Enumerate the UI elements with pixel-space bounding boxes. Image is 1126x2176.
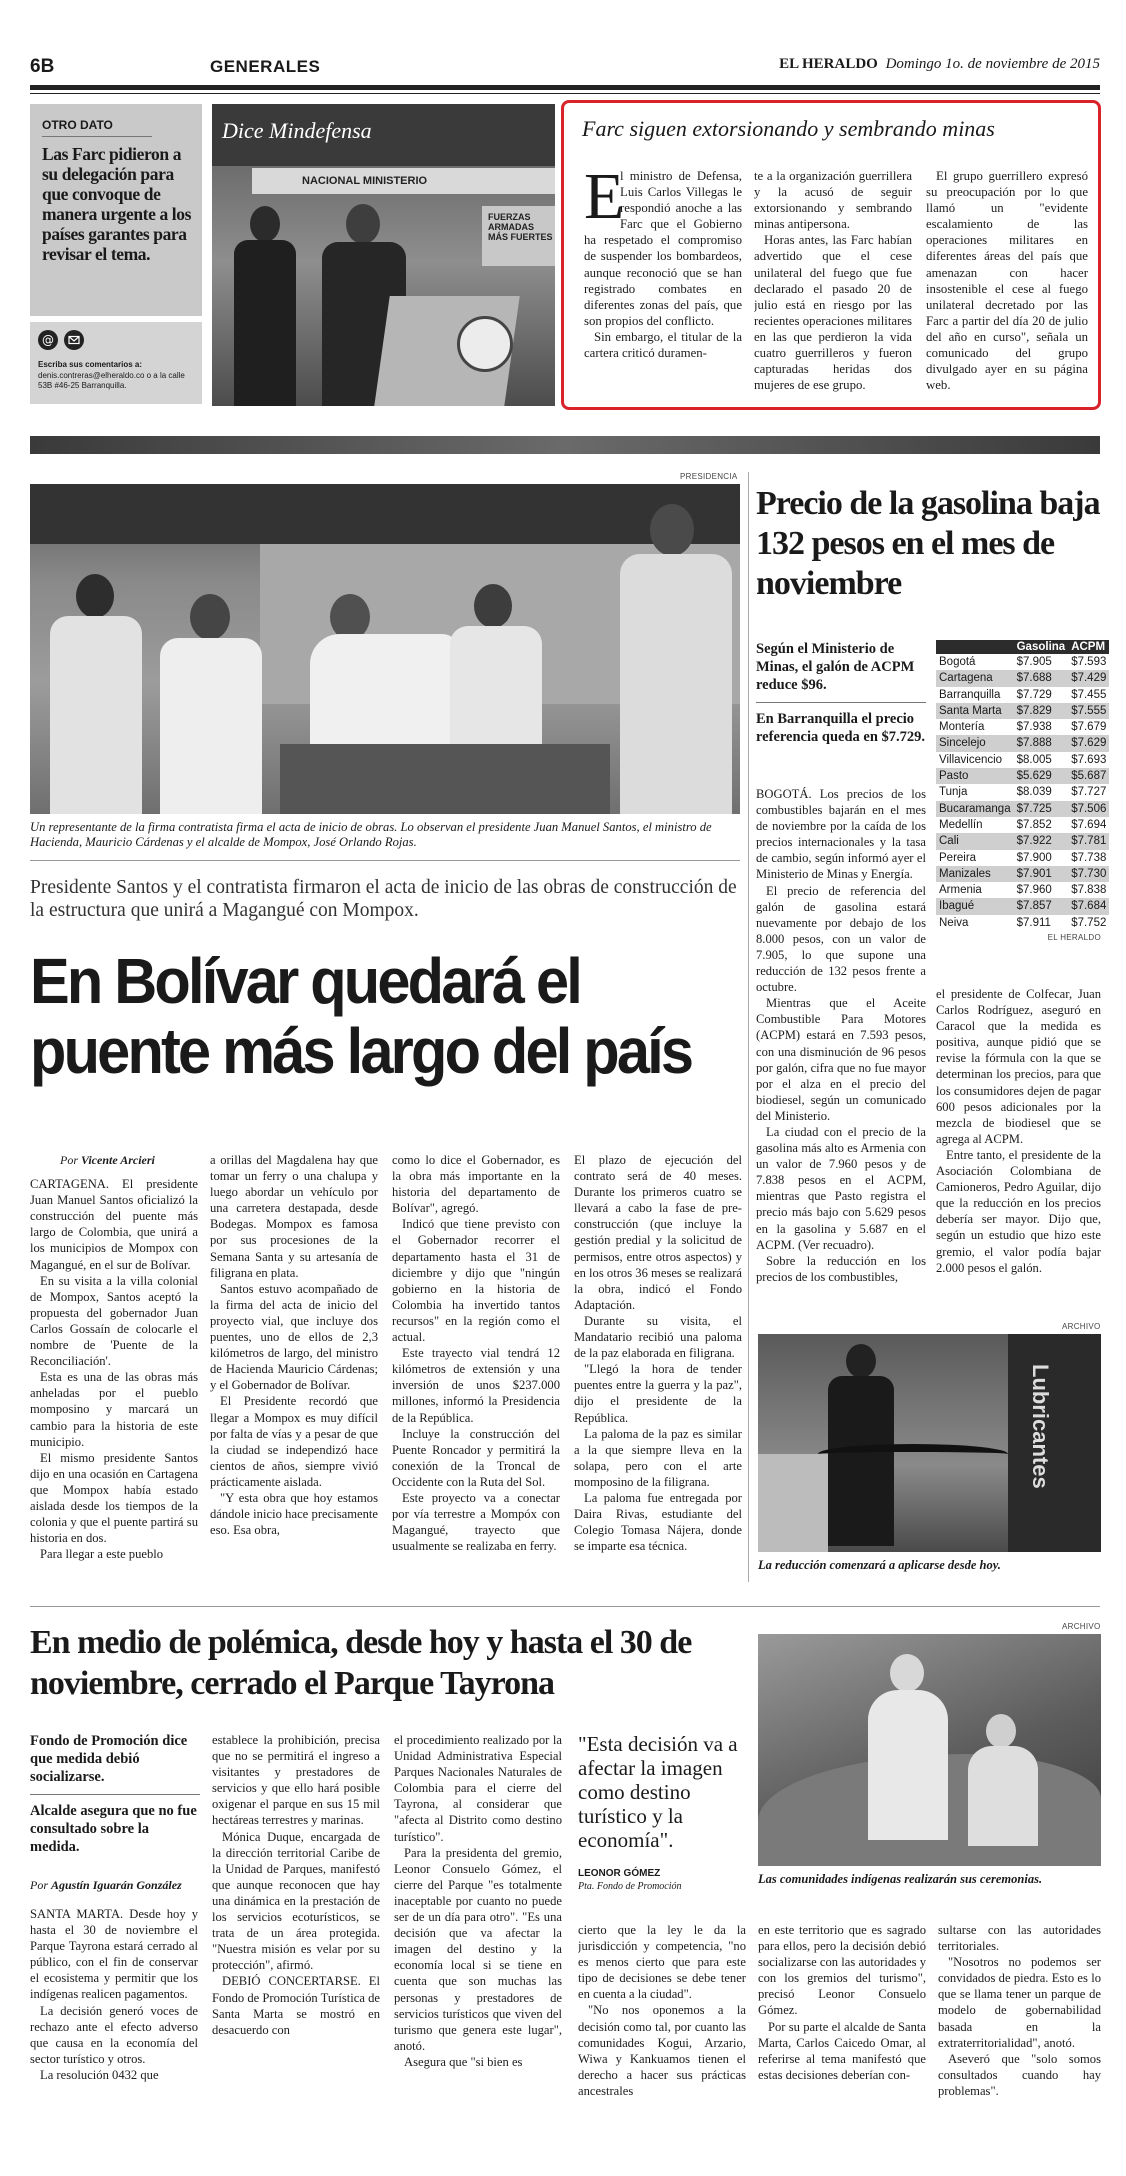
- price-cell-acpm: $7.555: [1068, 703, 1109, 719]
- puente-c3-p4: Incluye la construcción del Puente Roncador y permitirá la conexión de la Troncal de Occidente con la Ruta del Sol.: [392, 1426, 560, 1489]
- tayrona-column-5: [758, 1922, 926, 2106]
- price-cell-gasolina: $7.852: [1016, 818, 1052, 831]
- banner: NACIONAL MINISTERIO: [252, 168, 555, 194]
- puente-byline: [30, 1152, 198, 1168]
- second-figure: [968, 1714, 1038, 1844]
- gas-c1-p2: El precio de referencia del galón de gasolina estará nuevamente por debajo de los 8.000 pesos, con un valor de 7.905, lo que supone una reducción de 132 pesos frente a octubre.: [756, 883, 926, 995]
- price-cell-acpm: $7.455: [1071, 688, 1107, 701]
- puente-c4-p2: Durante su visita, el Mandatario recibió una paloma de la paz elaborada en filigrana.: [574, 1313, 742, 1361]
- price-table-row: [936, 850, 1109, 866]
- hose: [818, 1444, 1008, 1464]
- price-cell-gasolina: $7.829: [1014, 703, 1069, 719]
- price-cell-city: Manizales: [936, 866, 1014, 882]
- tay-c1-p1: SANTA MARTA. Desde hoy y hasta el 30 de noviembre el Parque Tayrona estará cerrado al público, con el fin de conservar el ecosistema y permitir que los indígenas realicen pagamentos.: [30, 1907, 198, 2002]
- tay-c1-p2: La decisión generó voces de rechazo ante el efecto adverso que causa en la economía del sector turístico y otros.: [30, 2003, 198, 2066]
- header-rule: [30, 85, 1100, 90]
- price-cell-city: Ibagué: [936, 898, 1014, 914]
- farc-column-2: [754, 168, 912, 402]
- mindefensa-box: [212, 104, 555, 406]
- tayrona-byline-author: Agustín Iguarán González: [51, 1878, 182, 1892]
- puente-c4-p3: "Llegó la hora de tender puentes entre la guerra y la paz", dijo el presidente de la República.: [574, 1362, 742, 1425]
- price-cell-gasolina: $7.905: [1016, 656, 1052, 668]
- farc-c1-p1: l ministro de Defensa, Luis Carlos Villegas le respondió anoche a las Farc que el Gobierno ha respetado el compromiso de suspender los bombardeos, aunque reconoció que se han registrado combates en diferentes zonas del país, que son propios del conflicto.: [584, 169, 742, 328]
- price-table-row: [936, 817, 1109, 833]
- puente-c3-p5: Este proyecto va a conectar por vía terrestre a Mompóx con Magangué, trayecto que usualmente se realizaba en ferry.: [392, 1490, 560, 1554]
- tayrona-column-6: [938, 1922, 1101, 2106]
- otro-dato-text: Las Farc pidieron a su delegación para que convoque de manera urgente a los países garantes para revisar el tema.: [42, 144, 191, 264]
- issue-date: Domingo 1o. de noviembre de 2015: [885, 56, 1100, 72]
- th-acpm: ACPM: [1068, 640, 1109, 654]
- price-cell-city: Medellín: [939, 818, 983, 831]
- gas-c2-p2: Entre tanto, el presidente de la Asociación Colombiana de Camioneros, Pedro Aguilar, dijo que la reducción en los precios debería ser mayor. Dijo que, según un estudio que hizo este gremio, el valor podía bajar 2.000 pesos el galón.: [936, 1147, 1101, 1275]
- section-band: [30, 436, 1100, 454]
- price-cell-city: Neiva: [939, 916, 969, 929]
- gasolina-photo: [758, 1334, 1101, 1552]
- gasolina-caption: La reducción comenzará a aplicarse desde hoy.: [758, 1558, 1001, 1572]
- price-cell-gasolina: $7.900: [1016, 851, 1052, 864]
- price-cell-gasolina: $8.039: [1016, 786, 1052, 799]
- gasolina-column-2: [936, 986, 1101, 1306]
- tay-c3-p1: el procedimiento realizado por la Unidad Administrativa Especial Parques Nacionales Naturales de Colombia para el cierre del Tayrona, al considerar que "afecta al Distrito como destino turístico".: [394, 1733, 562, 1844]
- puente-photo: [30, 484, 740, 814]
- mail-icon[interactable]: [64, 330, 84, 350]
- puente-kicker: Presidente Santos y el contratista firmaron el acta de inicio de las obras de construcción de la estructura que unirá a Magangué con Mompox.: [30, 877, 737, 921]
- sign: FUERZAS ARMADAS MÁS FUERTES: [482, 206, 555, 266]
- tayrona-column-1: [30, 1906, 198, 2106]
- puente-c4-p4: La paloma de la paz es similar a la que siempre lleva en la solapa, pero con el arte momposino de la filigrana.: [574, 1426, 742, 1489]
- man-santos: [160, 594, 260, 814]
- page-number: 6B: [30, 56, 55, 77]
- price-table-row: [936, 768, 1109, 784]
- price-table: [936, 640, 1109, 931]
- price-cell-gasolina: $5.629: [1014, 768, 1069, 784]
- tayrona-headline: En medio de polémica, desde hoy y hasta el 30 de noviembre, cerrado el Parque Tayrona: [30, 1624, 692, 1702]
- tayrona-column-2: [212, 1732, 380, 2106]
- puente-caption: Un representante de la firma contratista firma el acta de inicio de obras. Lo observan el presidente Juan Manuel Santos, el ministro de Hacienda, Mauricio Cárdenas y el alcalde de Mompox, José Orlando Rojas.: [30, 820, 712, 849]
- tayrona-column-4: [578, 1922, 746, 2106]
- tayrona-deck-2: Alcalde asegura que no fue consultado sobre la medida.: [30, 1803, 197, 1855]
- price-cell-city: Cali: [936, 833, 1014, 849]
- gas-c1-p3: Mientras que el Aceite Combustible Para Motores (ACPM) estará en 7.593 pesos, con una disminución de 96 pesos por galón, cifra que no fue mayor por el alza en el precio del biodiesel, según un comunicado del Ministerio.: [756, 996, 926, 1123]
- gas-c1-p4: La ciudad con el precio de la gasolina más alto es Armenia con un valor de 7.960 pesos y de 7.838 pesos en el ACPM, mientras que Pasto registra el precio más bajo con 5.629 pesos en la gasolina y 5.687 en el ACPM. (Ver recuadro).: [756, 1124, 926, 1252]
- tayrona-deck-rule: [30, 1794, 200, 1795]
- price-cell-gasolina: $7.911: [1016, 916, 1051, 929]
- price-cell-acpm: $7.679: [1071, 721, 1107, 734]
- price-cell-gasolina: $7.688: [1014, 670, 1069, 686]
- price-cell-acpm: $7.629: [1068, 735, 1109, 751]
- price-cell-acpm: $7.684: [1068, 898, 1109, 914]
- puente-photo-credit: PRESIDENCIA: [680, 472, 738, 481]
- pump-label: Lubricantes: [1028, 1364, 1053, 1489]
- gas-c2-p1: el presidente de Colfecar, Juan Carlos Rodríguez, aseguró en Caracol que la medida es positiva, aunque pidió que se revise la fórmula con la que se determinan los precios, para que los consumidores dejen de pagar 600 pesos adicionales por la mezcla de biodiesel que se agrega al ACPM.: [936, 987, 1101, 1146]
- tay-c3-p3: Asegura que "si bien es: [404, 2054, 523, 2069]
- price-table-row: [936, 654, 1109, 670]
- gasolina-deck-2: En Barranquilla el precio referencia queda en $7.729.: [756, 711, 926, 745]
- paper-title: EL HERALDO: [779, 56, 878, 72]
- mindefensa-photo: [212, 166, 555, 406]
- price-table-row: [936, 670, 1109, 686]
- price-table-row: [936, 801, 1109, 817]
- price-cell-acpm: $7.693: [1071, 753, 1107, 766]
- price-table-row: [936, 882, 1109, 898]
- gasolina-column-1: [756, 786, 926, 1306]
- indigenous-figure: [868, 1654, 948, 1834]
- otro-dato-label: OTRO DATO: [42, 118, 113, 132]
- farc-c1-p2: Sin embargo, el titular de la cartera criticó duramen-: [584, 329, 742, 361]
- price-cell-acpm: $7.694: [1071, 818, 1107, 831]
- price-cell-acpm: $7.506: [1068, 801, 1109, 817]
- farc-column-1: [584, 168, 742, 402]
- puente-c2-p1: a orillas del Magdalena hay que tomar un ferry o una chalupa y luego abordar un vehículo por una carretera destapada, desde Bodegas. Mompox es famosa por sus procesiones de la Semana Santa y su artesanía de filigrana en plata.: [210, 1153, 378, 1280]
- tayrona-photo-credit: ARCHIVO: [1062, 1622, 1101, 1631]
- tay-c2-p2: Mónica Duque, encargada de la dirección territorial Caribe de la Unidad de Parques, manifestó que aunque reconocen que hay una dinámica en la prestación de los servicios ecoturísticos, se trata de un área protegida. "Nuestra misión es velar por su protección", afirmó.: [212, 1829, 380, 1973]
- tayrona-quote: "Esta decisión va a afectar la imagen como destino turístico y la economía".: [578, 1732, 738, 1852]
- price-cell-acpm: $7.781: [1068, 833, 1109, 849]
- price-table-row: [936, 752, 1109, 768]
- tayrona-byline-prefix: Por: [30, 1878, 48, 1892]
- tayrona-column-3: [394, 1732, 562, 2106]
- section-name: GENERALES: [210, 57, 321, 76]
- comments-box: [30, 322, 202, 404]
- price-table-row: [936, 719, 1109, 735]
- price-cell-city: Montería: [939, 721, 985, 734]
- price-table-row: [936, 915, 1109, 931]
- price-cell-acpm: $7.730: [1068, 866, 1109, 882]
- price-cell-city: Tunja: [939, 786, 968, 799]
- price-table-row: [936, 784, 1109, 800]
- gasolina-headline: Precio de la gasolina baja 132 pesos en el mes de noviembre: [756, 485, 1100, 602]
- puente-c1-p4: El mismo presidente Santos dijo en una ocasión en Cartagena que Mompox había estado aislada desde los tiempos de la colonia y que el puente partirá su historia en dos.: [30, 1450, 198, 1546]
- price-table-row: [936, 703, 1109, 719]
- farc-column-3: [926, 168, 1088, 402]
- puente-column-2: [210, 1152, 378, 1582]
- farc-headline: Farc siguen extorsionando y sembrando minas: [582, 116, 995, 141]
- tay-c3-p2: Para la presidenta del gremio, Leonor Consuelo Gómez, el cierre del Parque "es totalmente inaceptable por cuanto no puede ser de un día para otro". "Es una decisión que va afectar la imagen del destino y la economía local si se tiene en cuenta que son muchas las personas y prestadores de servicios turísticos que viven del turismo que genera este lugar", anotó.: [394, 1845, 562, 2053]
- price-table-row: [936, 866, 1109, 882]
- car: [758, 1454, 828, 1552]
- price-cell-gasolina: $7.857: [1014, 898, 1069, 914]
- tay-c6-p3: Aseveró que "solo somos consultados cuando hay problemas".: [938, 2051, 1101, 2098]
- price-cell-city: Villavicencio: [939, 753, 1003, 766]
- price-cell-acpm: $7.429: [1068, 670, 1109, 686]
- pump-panel: [1008, 1334, 1101, 1552]
- tay-c2-p1: establece la prohibición, precisa que no se permitirá el ingreso a visitantes y prestadores de servicios y que ello hará posible oxigenar el parque en sus 15 mil hectáreas terrestres y marinas.: [212, 1733, 380, 1828]
- price-cell-city: Bucaramanga: [936, 801, 1014, 817]
- gas-c1-p1: BOGOTÁ. Los precios de los combustibles bajarán en el mes de noviembre por la caída de los precios internacionales y la tasa de cambio, según informó ayer el Ministerio de Minas y Energía.: [756, 787, 926, 882]
- price-cell-city: Barranquilla: [939, 688, 1001, 701]
- tay-c6-p1: sultarse con las autoridades territoriales.: [938, 1923, 1101, 1954]
- quote-author: LEONOR GÓMEZ: [578, 1868, 661, 1879]
- th-gasolina: Gasolina: [1014, 640, 1069, 654]
- puente-c4-p5: La paloma fue entregada por Daira Rivas, estudiante del Colegio Tomasa Nájera, donde se imparte esa técnica.: [574, 1490, 742, 1554]
- puente-column-1: [30, 1152, 198, 1582]
- price-table-row: [936, 687, 1109, 703]
- puente-c2-p4: "Y esta obra que hoy estamos dándole inicio hace precisamente eso. Esa obra,: [210, 1490, 378, 1538]
- puente-c2-p2: Santos estuvo acompañado de la firma del acta de inicio del proyecto vial, que incluye dos puentes, uno de ellos de 2,3 kilómetros de largo, del ministro de Hacienda Mauricio Cárdenas; y el Gobernador de Bolívar.: [210, 1281, 378, 1393]
- otro-dato-divider: [42, 136, 152, 137]
- puente-caption-rule: [30, 860, 740, 861]
- comments-address: denis.contreras@elheraldo.co o a la calle 53B #46-25 Barranquilla.: [38, 371, 185, 390]
- puente-c3-p3: Este trayecto vial tendrá 12 kilómetros de extensión y una inversión de unos $237.000 millones, informó la Presidencia de la República.: [392, 1346, 560, 1425]
- gasolina-price-table: [936, 640, 1107, 943]
- price-cell-gasolina: $7.960: [1016, 884, 1052, 897]
- price-cell-acpm: $5.687: [1068, 768, 1109, 784]
- price-table-row: [936, 735, 1109, 751]
- price-cell-city: Cartagena: [936, 670, 1014, 686]
- price-cell-city: Armenia: [939, 884, 982, 897]
- price-cell-acpm: $7.593: [1071, 656, 1107, 668]
- man-right: [620, 504, 730, 814]
- tay-c2-p3: DEBIÓ CONCERTARSE. El Fondo de Promoción Turística de Santa Marta se mostró en desacuerdo con: [212, 1974, 380, 2037]
- price-cell-city: Bogotá: [939, 656, 976, 668]
- mindefensa-title: Dice Mindefensa: [222, 118, 372, 143]
- puente-c1-p5: Para llegar a este pueblo: [40, 1547, 164, 1562]
- man-left: [50, 574, 140, 814]
- tay-c1-p3: La resolución 0432 que: [40, 2067, 159, 2082]
- price-cell-acpm: $7.838: [1071, 884, 1107, 897]
- tay-c4-p2: "No nos oponemos a la decisión como tal, por cuanto las comunidades Kogui, Arzario, Wiwa y Kankuamos tienen el derecho a hacer sus prácticas ancestrales: [578, 2003, 746, 2098]
- puente-c3-p1: como lo dice el Gobernador, es la obra más importante en la historia del departamento de Bolívar", agregó.: [392, 1153, 560, 1216]
- price-cell-gasolina: $7.901: [1014, 866, 1069, 882]
- price-cell-city: Pasto: [936, 768, 1014, 784]
- price-cell-gasolina: $7.888: [1014, 735, 1069, 751]
- tayrona-top-rule: [30, 1606, 1100, 1607]
- tayrona-photo: [758, 1634, 1101, 1866]
- price-cell-city: Santa Marta: [936, 703, 1014, 719]
- header-thin-rule: [30, 93, 1100, 94]
- puente-c1-p2: En su visita a la villa colonial de Mompox, Santos aceptó la propuesta del gobernador Juan Carlos Gossaín de colocarle el nombre de 'Puente de la Reconciliación'.: [30, 1273, 198, 1369]
- puente-c4-p1: El plazo de ejecución del contrato será de 40 meses. Durante los primeros cuatro se llevará a cabo la fase de pre-construcción (que incluye la gestión predial y la solicitud de permisos, entre otros aspectos) y en los otros 36 meses se realizará la obra, indicó el Fondo Adaptación.: [574, 1153, 742, 1312]
- comments-label: Escriba sus comentarios a:: [38, 360, 143, 369]
- tay-c4-p1: cierto que la ley le da la jurisdicción y competencia, "no es menos cierto que para este tipo de decisiones se debe tener en cuenta a la ciudad".: [578, 1923, 746, 2002]
- officer-figure: [234, 206, 294, 406]
- tayrona-deck-1: Fondo de Promoción dice que medida debió socializarse.: [30, 1733, 188, 1785]
- puente-c1-p3: Esta es una de las obras más anheladas por el pueblo momposino y marcará un cambio para la historia de este municipio.: [30, 1370, 198, 1449]
- price-cell-gasolina: $7.729: [1016, 688, 1052, 701]
- tayrona-byline: [30, 1878, 210, 1893]
- gasolina-deck-rule: [756, 702, 926, 703]
- byline-prefix: Por: [60, 1153, 78, 1167]
- byline-author: Vicente Arcieri: [81, 1153, 155, 1167]
- puente-c2-p3: El Presidente recordó que llegar a Mompox es muy difícil por falta de vías y a pesar de que la ciudad se independizó hace cientos de años, siempre vivió prácticamente aislada.: [210, 1394, 378, 1489]
- table-credit: EL HERALDO: [1047, 933, 1101, 943]
- puente-column-4: [574, 1152, 742, 1582]
- farc-c2-p1: te a la organización guerrillera y la acusó de seguir extorsionando y sembrando minas antipersona.: [754, 169, 912, 232]
- farc-dropcap: E: [584, 160, 625, 233]
- podium-seal: [457, 316, 513, 372]
- otro-dato-box: [30, 104, 202, 316]
- story-separator: [748, 472, 749, 1582]
- paper-name: [779, 56, 1100, 73]
- price-table-row: [936, 833, 1109, 849]
- puente-column-3: [392, 1152, 560, 1582]
- price-cell-city: Sincelejo: [936, 735, 1014, 751]
- tay-c6-p2: "Nosotros no podemos ser convidados de piedra. Esto es lo que se llama tener un parque de modelo de gobernabilidad basada en la extraterritorialidad", anotó.: [938, 1955, 1101, 2050]
- table: [280, 744, 610, 814]
- puente-c1-p1: CARTAGENA. El presidente Juan Manuel Santos oficializó la construcción del puente más largo de Colombia, que unirá a los municipios de Mompox con Magangué, en el sur de Bolívar.: [30, 1177, 198, 1272]
- tay-c5-p1: en este territorio que es sagrado para ellos, pero la decisión debió socializarse con las autoridades y con los gremios del turismo", precisó Leonor Consuelo Gómez.: [758, 1923, 926, 2018]
- gas-c1-p5: Sobre la reducción en los precios de los combustibles,: [756, 1253, 926, 1284]
- price-cell-acpm: $7.738: [1071, 851, 1107, 864]
- puente-headline: En Bolívar quedará el puente más largo del país: [30, 945, 692, 1087]
- farc-c2-p2: Horas antes, las Farc habían advertido que el cese unilateral del fuego que fue declarado el pasado 20 de julio está en riesgo por las recientes operaciones militares en las que perdieron la vida cuatro guerrilleros y fueron capturadas heridas dos mujeres de ese grupo.: [754, 233, 912, 393]
- tayrona-caption: Las comunidades indígenas realizarán sus ceremonias.: [758, 1872, 1043, 1886]
- price-table-header: [936, 640, 1109, 654]
- at-icon[interactable]: @: [38, 330, 58, 350]
- farc-c3-p1: El grupo guerrillero expresó su preocupación por lo que llamó un "evidente escalamiento de las operaciones militares en diferentes áreas del país que amenazan con hacer insostenible el cese al fuego unilateral decretado por las Farc a partir del día 20 de julio del año en curso", señala un comunicado del grupo divulgado ayer en su página web.: [926, 169, 1088, 393]
- tay-c5-p2: Por su parte el alcalde de Santa Marta, Carlos Caicedo Omar, al referirse al tema manifestó que estas decisiones deberían con-: [758, 2019, 926, 2082]
- price-cell-gasolina: $7.725: [1014, 801, 1069, 817]
- puente-c3-p2: Indicó que tiene previsto con el Gobernador recorrer el departamento hasta el 31 de diciembre y dijo que "ningún gobierno en la historia de Colombia ha invertido tantos recursos" en la región como el actual.: [392, 1217, 560, 1345]
- gasolina-photo-credit: ARCHIVO: [1062, 1322, 1101, 1331]
- th-city: [936, 640, 1014, 654]
- price-cell-acpm: $7.727: [1071, 786, 1107, 799]
- quote-role: Pta. Fondo de Promoción: [578, 1881, 682, 1892]
- price-cell-city: Pereira: [939, 851, 977, 864]
- price-cell-gasolina: $8.005: [1016, 753, 1052, 766]
- price-table-row: [936, 898, 1109, 914]
- price-cell-gasolina: $7.922: [1014, 833, 1069, 849]
- price-cell-gasolina: $7.938: [1016, 721, 1052, 734]
- gasolina-deck-1: Según el Ministerio de Minas, el galón de ACPM reduce $96.: [756, 641, 915, 693]
- price-cell-acpm: $7.752: [1071, 916, 1107, 929]
